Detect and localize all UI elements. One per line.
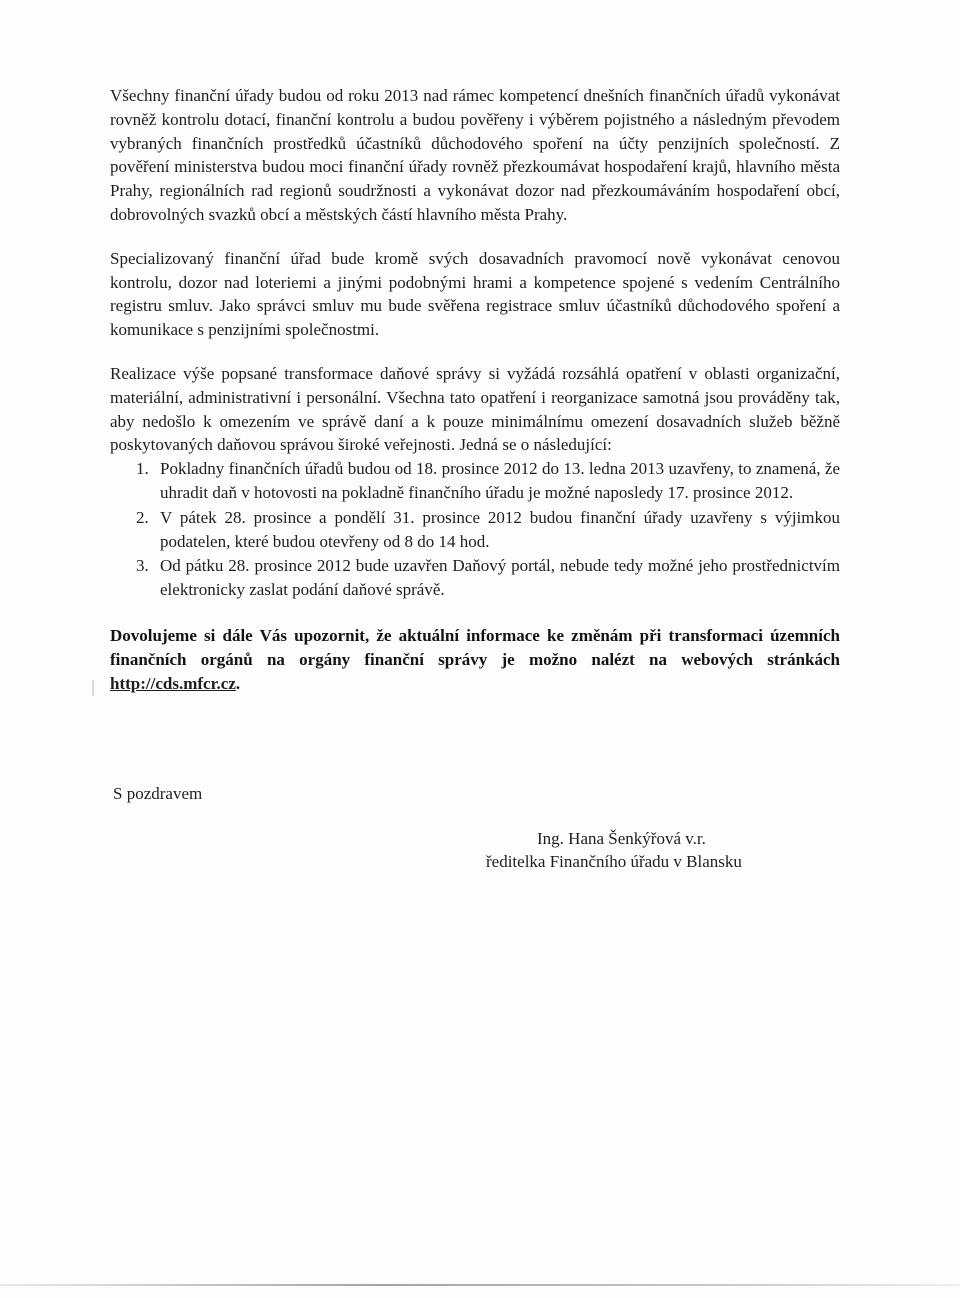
list-item (110, 554, 840, 602)
list-item-text: V pátek 28. prosince a pondělí 31. prosince 2012 budou finanční úřady uzavřeny s výjimkou podatelen, které budou otevřeny od 8 do 14 hod. (160, 507, 840, 551)
signatory-name: Ing. Hana Šenkýřová v.r. (537, 829, 706, 848)
list-item (110, 457, 840, 505)
paragraph-competences: Všechny finanční úřady budou od roku 2013 nad rámec kompetencí dnešních finančních úřadů vykonávat rovněž kontrolu dotací, finanční kontrolu a budou pověřeny i výběrem pojistného a následným převodem vybraných finančních prostředků účastníků důchodového spoření na účty penzijních společností. Z pověření ministerstva budou moci finanční úřady rovněž přezkoumávat hospodaření krajů, hlavního města Prahy, regionálních rad regionů soudržnosti a vykonávat dozor nad přezkoumáváním hospodaření obcí, dobrovolných svazků obcí a městských částí hlavního města Prahy. (110, 86, 840, 224)
list-item-text: Od pátku 28. prosince 2012 bude uzavřen Daňový portál, nebude tedy možné jeho prostřednictvím elektronicky zaslat podání daňové správě. (160, 556, 840, 600)
website-link[interactable]: http://cds.mfcr.cz (110, 673, 236, 693)
list-item (110, 506, 840, 554)
paragraph-transformation: Realizace výše popsané transformace daňové správy si vyžádá rozsáhlá opatření v oblasti organizační, materiální, administrativní i personální. Všechna tato opatření i reorganizace samotná jsou prováděny tak, aby nedošlo k omezením ve správě daní a k pouze minimálnímu omezení dosavadních služeb běžně poskytovaných daňovou správou široké veřejnosti. Jedná se o následující: (110, 363, 840, 455)
list-item-text: Pokladny finančních úřadů budou od 18. prosince 2012 do 13. ledna 2013 uzavřeny, to znamená, že uhradit daň v hotovosti na pokladně finančního úřadu je možné naposledy 17. prosince 2012. (160, 459, 840, 502)
scan-artifact-mark (92, 680, 94, 696)
measures-list (110, 457, 840, 602)
scan-edge-line (0, 1284, 960, 1286)
paragraph-specialized-office: Specializovaný finanční úřad bude kromě svých dosavadních pravomocí nově vykonávat cenovou kontrolu, dozor nad loteriemi a jinými podobnými hrami a kompetence spojené s vedením Centrálního registru smluv. Jako správci smluv mu bude svěřena registrace smluv účastníků důchodového spoření a komunikace s penzijními společnostmi. (110, 248, 840, 340)
document-body (110, 84, 840, 695)
notice-paragraph (110, 624, 840, 695)
signature-block (486, 827, 742, 873)
list-item-number: 1. (136, 459, 149, 479)
signatory-title: ředitelka Finančního úřadu v Blansku (486, 852, 742, 871)
list-item-number: 2. (136, 507, 149, 527)
notice-text: Dovolujeme si dále Vás upozornit, že aktuální informace ke změnám při transformaci územních finančních orgánů na orgány finanční správy je možno nalézt na webových stránkách (110, 625, 840, 669)
list-item-number: 3. (136, 556, 149, 576)
notice-end: . (235, 673, 241, 693)
closing-greeting: S pozdravem (113, 784, 203, 803)
